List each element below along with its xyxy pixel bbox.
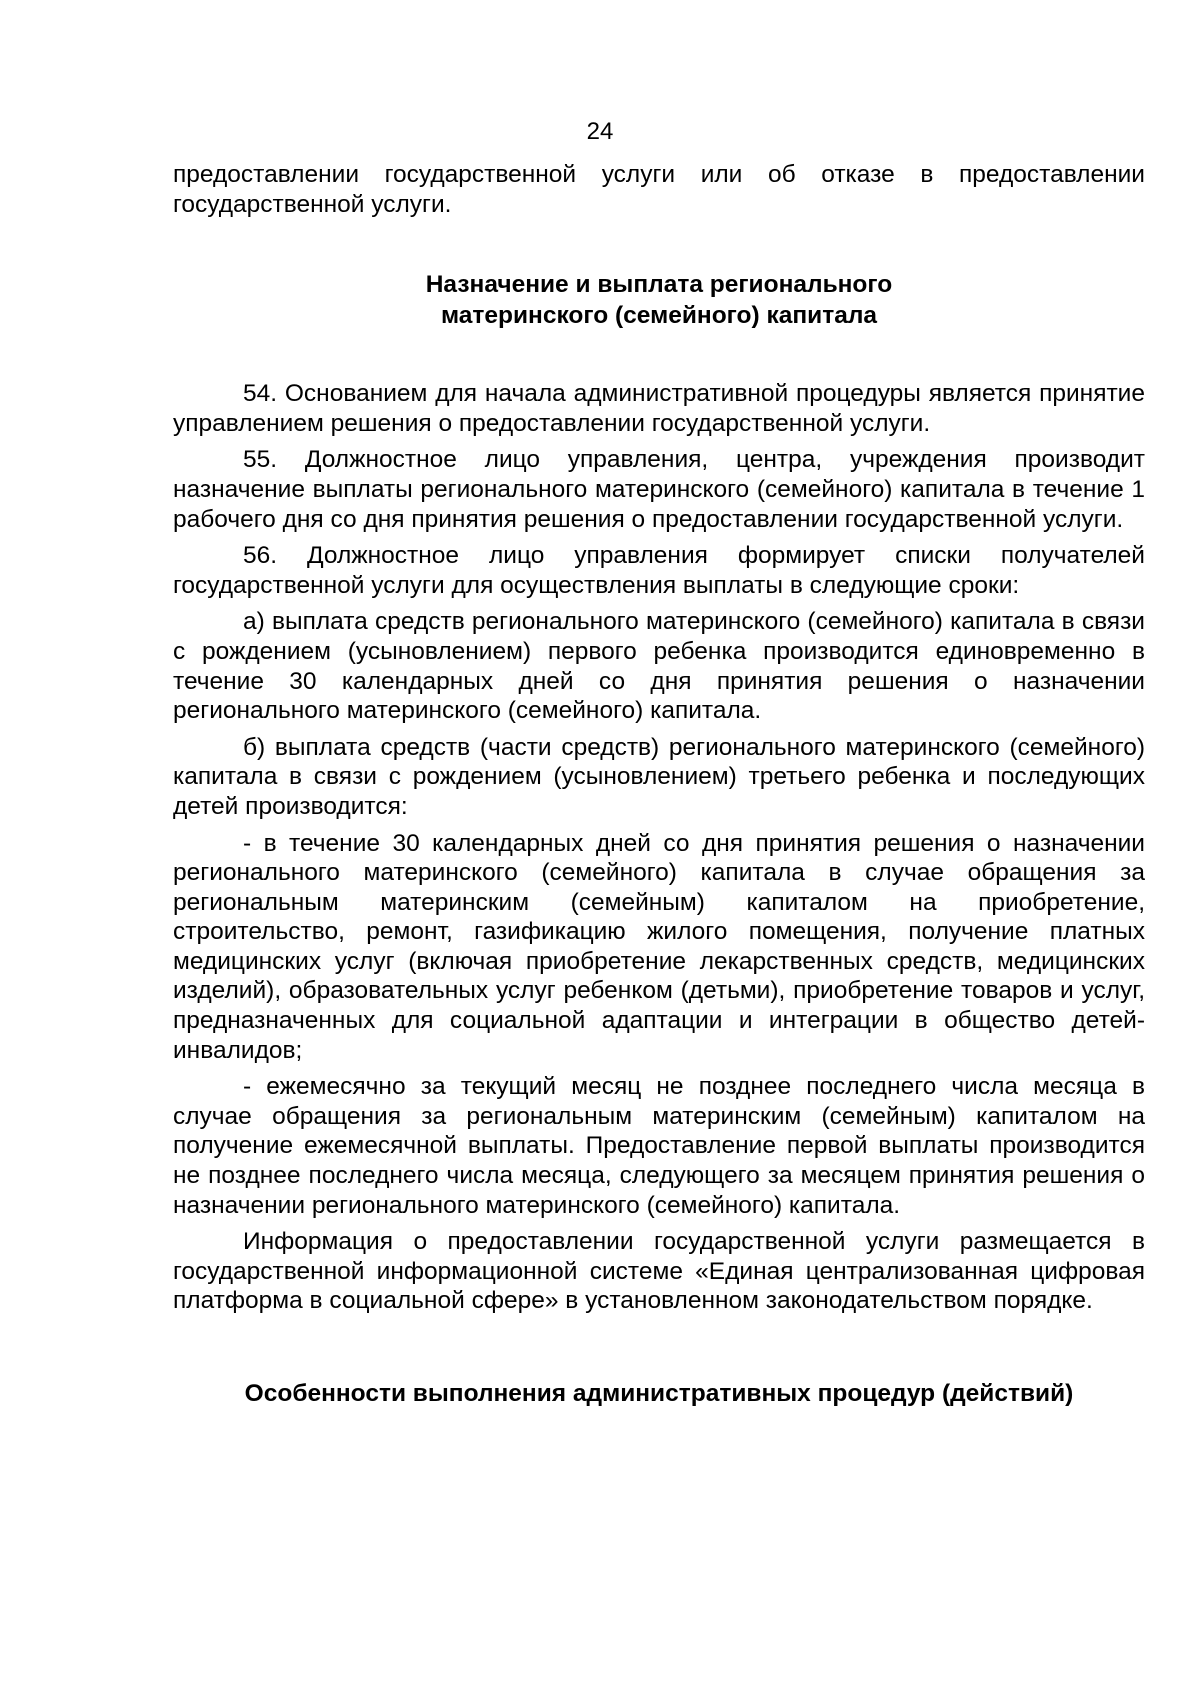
page-number: 24 <box>586 118 614 145</box>
document-body <box>173 160 1145 1409</box>
paragraph-dash-1: - в течение 30 календарных дней со дня принятия решения о назначении регионального материнского (семейного) капитала в случае обращения за региональным материнским (семейным) капиталом на приобретение, строительство, ремонт, газификацию жилого помещения, получение платных медицинских услуг (включая приобретение лекарственных средств, медицинских изделий), образовательных услуг ребенком (детьми), приобретение товаров и услуг, предназначенных для социальной адаптации и интеграции в общество детей-инвалидов; <box>173 829 1145 1064</box>
paragraph-dash-2: - ежемесячно за текущий месяц не позднее последнего числа месяца в случае обращения за региональным материнским (семейным) капиталом на получение ежемесячной выплаты. Предоставление первой выплаты производится не позднее последнего числа месяца, следующего за месяцем принятия решения о назначении регионального материнского (семейного) капитала. <box>173 1073 1145 1219</box>
paragraph-continuation: предоставлении государственной услуги или об отказе в предоставлении государственной услуги. <box>173 161 1145 218</box>
section-heading <box>173 269 1145 331</box>
paragraph-56-a: а) выплата средств регионального материнского (семейного) капитала в связи с рождением (усыновлением) первого ребенка производится единовременно в течение 30 календарных дней со дня принятия решения о назначении регионального материнского (семейного) капитала. <box>173 608 1145 725</box>
section-heading-line-1: Назначение и выплата регионального <box>425 271 893 299</box>
section-heading-line-2: материнского (семейного) капитала <box>440 302 878 330</box>
paragraph-info: Информация о предоставлении государственной услуги размещается в государственной информационной системе «Единая централизованная цифровая платформа в социальной сфере» в установленном законодательством порядке. <box>173 1228 1145 1315</box>
section-heading-2: Особенности выполнения административных процедур (действий) <box>244 1380 1074 1407</box>
paragraph-56: 56. Должностное лицо управления формирует списки получателей государственной услуги для осуществления выплаты в следующие сроки: <box>173 542 1145 599</box>
paragraph-55: 55. Должностное лицо управления, центра, учреждения производит назначение выплаты регионального материнского (семейного) капитала в течение 1 рабочего дня со дня принятия решения о предоставлении государственной услуги. <box>173 446 1145 533</box>
paragraph-54: 54. Основанием для начала административной процедуры является принятие управлением решения о предоставлении государственной услуги. <box>173 380 1145 437</box>
paragraph-56-b: б) выплата средств (части средств) регионального материнского (семейного) капитала в связи с рождением (усыновлением) третьего ребенка и последующих детей производится: <box>173 733 1145 820</box>
